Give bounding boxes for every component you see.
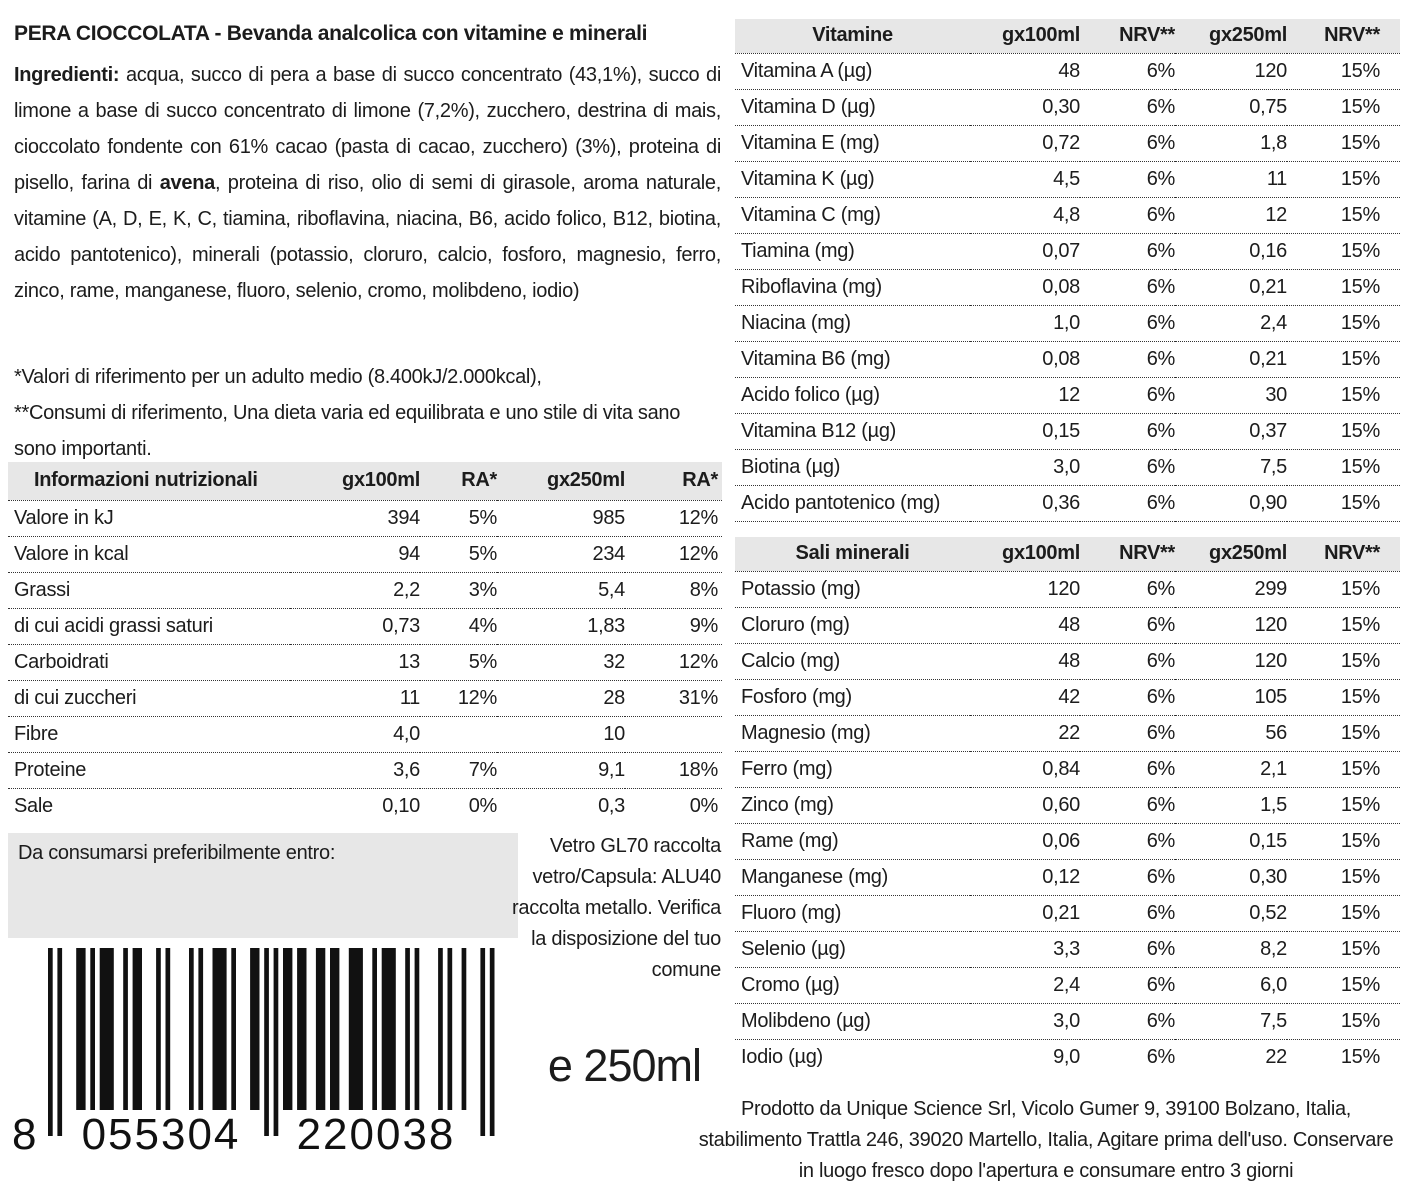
cell-value: 6,0: [1260, 973, 1287, 996]
cell-value: 0,16: [1249, 239, 1287, 262]
cell-value: 0,84: [1042, 757, 1080, 780]
row-label: Grassi: [14, 578, 70, 601]
barcode-digits-right: 220038: [296, 1110, 456, 1159]
cell-value: 15%: [1340, 59, 1380, 82]
cell-value: 6%: [1146, 1045, 1175, 1068]
cell-value: 120: [1254, 649, 1287, 672]
cell-value: 6%: [1146, 649, 1175, 672]
cell-value: 2,4: [1053, 973, 1080, 996]
column-header: gx100ml: [1002, 24, 1080, 47]
cell-value: 6%: [1146, 491, 1175, 514]
cell-value: 3,6: [393, 758, 420, 781]
table-row: [735, 1003, 1400, 1039]
ingredients-paragraph: [14, 57, 721, 309]
cell-value: 0,60: [1042, 793, 1080, 816]
cell-value: 5,4: [598, 578, 625, 601]
cell-value: 120: [1254, 59, 1287, 82]
cell-value: 94: [398, 542, 420, 565]
cell-value: 12%: [678, 506, 718, 529]
table-row: [735, 125, 1400, 161]
table-row: [8, 680, 722, 716]
row-label: Cromo (µg): [741, 973, 840, 996]
table-row: [735, 859, 1400, 895]
reference-note-line: *Valori di riferimento per un adulto medio (8.400kJ/2.000kcal),: [14, 366, 542, 388]
row-label: Vitamina A (µg): [741, 59, 873, 82]
cell-value: 0,30: [1249, 865, 1287, 888]
cell-value: 15%: [1340, 419, 1380, 442]
column-header: NRV**: [1119, 542, 1175, 565]
cell-value: 985: [592, 506, 625, 529]
cell-value: 15%: [1340, 95, 1380, 118]
producer-note: Prodotto da Unique Science Srl, Vicolo Gumer 9, 39100 Bolzano, Italia, stabilimento Trattla 246, 39020 Martello, Italia, Agitare prima dell'uso. Conservare in luogo fresco dopo l'apertura e consumare entro 3 giorni: [698, 1098, 1394, 1182]
cell-value: 4,0: [393, 722, 420, 745]
cell-value: 42: [1058, 685, 1080, 708]
row-label: Iodio (µg): [741, 1045, 823, 1068]
cell-value: 15%: [1340, 383, 1380, 406]
cell-value: 3,0: [1053, 1009, 1080, 1032]
cell-value: 9,0: [1053, 1045, 1080, 1068]
cell-value: 0,30: [1042, 95, 1080, 118]
table-row: [8, 608, 722, 644]
cell-value: 10: [603, 722, 625, 745]
cell-value: 6%: [1146, 455, 1175, 478]
reference-note-line: **Consumi di riferimento, Una dieta varia ed equilibrata e uno stile di vita sano sono importanti.: [14, 402, 681, 460]
column-header: gx250ml: [547, 469, 625, 492]
cell-value: 6%: [1146, 59, 1175, 82]
cell-value: 12%: [678, 650, 718, 673]
cell-value: 0,3: [598, 794, 625, 817]
cell-value: 15%: [1340, 577, 1380, 600]
table-row: [735, 679, 1400, 715]
table-row: [735, 607, 1400, 643]
row-label: di cui acidi grassi saturi: [14, 614, 213, 637]
table-row: [735, 787, 1400, 823]
cell-value: 3,0: [1053, 455, 1080, 478]
cell-value: 12%: [678, 542, 718, 565]
cell-value: 15%: [1340, 721, 1380, 744]
cell-value: 9,1: [598, 758, 625, 781]
cell-value: 6%: [1146, 419, 1175, 442]
cell-value: 6%: [1146, 865, 1175, 888]
cell-value: 6%: [1146, 203, 1175, 226]
row-label: Proteine: [14, 758, 87, 781]
cell-value: 234: [592, 542, 625, 565]
ingredients-text-2: , proteina di riso, olio di semi di girasole, aroma naturale, vitamine (A, D, E, K, C, tiamina, riboflavina, niacina, B6, acido folico, B12, biotina, acido pantotenico), minerali (potassio, cloruro, calcio, fosforo, magnesio, ferro, zinco, rame, manganese, fluoro, selenio, cromo, molibdeno, iodio): [14, 172, 722, 302]
cell-value: 15%: [1340, 613, 1380, 636]
reference-notes: [14, 359, 726, 467]
barcode-digit-first: 8: [12, 1110, 39, 1159]
cell-value: 2,2: [393, 578, 420, 601]
row-label: Fluoro (mg): [741, 901, 842, 924]
cell-value: 0,21: [1249, 347, 1287, 370]
cell-value: 0,37: [1249, 419, 1287, 442]
cell-value: 15%: [1340, 649, 1380, 672]
row-label: Valore in kcal: [14, 542, 129, 565]
net-volume-label: e 250ml: [547, 1040, 701, 1091]
row-label: Acido folico (µg): [741, 383, 880, 406]
row-label: di cui zuccheri: [14, 686, 137, 709]
cell-value: 15%: [1340, 347, 1380, 370]
cell-value: 0,73: [382, 614, 420, 637]
ingredients-bold-word: avena: [159, 172, 215, 194]
cell-value: 0,21: [1042, 901, 1080, 924]
cell-value: 48: [1058, 613, 1080, 636]
row-label: Ferro (mg): [741, 757, 833, 780]
cell-value: 15%: [1340, 275, 1380, 298]
table-row: [735, 89, 1400, 125]
cell-value: 9%: [689, 614, 718, 637]
row-label: Rame (mg): [741, 829, 839, 852]
cell-value: 6%: [1146, 937, 1175, 960]
cell-value: 6%: [1146, 131, 1175, 154]
cell-value: 6%: [1146, 829, 1175, 852]
row-label: Tiamina (mg): [741, 239, 855, 262]
cell-value: 11: [1266, 167, 1287, 190]
cell-value: 15%: [1340, 973, 1380, 996]
cell-value: 2,1: [1260, 757, 1287, 780]
cell-value: 11: [399, 686, 420, 709]
cell-value: 4,8: [1053, 203, 1080, 226]
table-row: [735, 341, 1400, 377]
cell-value: 0,75: [1249, 95, 1287, 118]
cell-value: 7,5: [1260, 455, 1287, 478]
cell-value: 6%: [1146, 383, 1175, 406]
table-header-row: [8, 462, 722, 500]
nutrition-table: [8, 462, 722, 824]
cell-value: 15%: [1340, 311, 1380, 334]
table-row: [735, 751, 1400, 787]
cell-value: 1,8: [1260, 131, 1287, 154]
cell-value: 13: [398, 650, 420, 673]
cell-value: 15%: [1340, 491, 1380, 514]
cell-value: 6%: [1146, 577, 1175, 600]
row-label: Vitamina B12 (µg): [741, 419, 897, 442]
row-label: Zinco (mg): [741, 793, 834, 816]
cell-value: 22: [1058, 721, 1080, 744]
row-label: Molibdeno (µg): [741, 1009, 871, 1032]
cell-value: 15%: [1340, 239, 1380, 262]
table-row: [735, 1039, 1400, 1075]
cell-value: 2,4: [1260, 311, 1287, 334]
table-row: [735, 643, 1400, 679]
cell-value: 6%: [1146, 311, 1175, 334]
cell-value: 0%: [689, 794, 718, 817]
best-before-box: [8, 833, 518, 938]
cell-value: 6%: [1146, 973, 1175, 996]
column-header: gx100ml: [342, 469, 420, 492]
table-row: [735, 715, 1400, 751]
ingredients-label: Ingredienti:: [14, 64, 120, 86]
table-row: [735, 931, 1400, 967]
table-row: [735, 485, 1400, 521]
table-header-row: [735, 19, 1400, 53]
cell-value: 0,21: [1249, 275, 1287, 298]
cell-value: 105: [1254, 685, 1287, 708]
table-title: Informazioni nutrizionali: [34, 469, 258, 492]
cell-value: 15%: [1340, 131, 1380, 154]
cell-value: 5%: [468, 650, 497, 673]
column-header: gx250ml: [1209, 24, 1287, 47]
row-label: Potassio (mg): [741, 577, 861, 600]
table-row: [735, 895, 1400, 931]
cell-value: 48: [1058, 649, 1080, 672]
cell-value: 0,72: [1042, 131, 1080, 154]
table-row: [735, 449, 1400, 485]
column-header: gx250ml: [1209, 542, 1287, 565]
column-header: NRV**: [1324, 24, 1380, 47]
cell-value: 6%: [1146, 613, 1175, 636]
table-title: Sali minerali: [795, 542, 910, 565]
cell-value: 0,08: [1042, 275, 1080, 298]
minerals-table: [735, 537, 1400, 1075]
row-label: Vitamina K (µg): [741, 167, 875, 190]
cell-value: 5%: [468, 506, 497, 529]
ingredients-text-1: acqua, succo di pera a base di succo concentrato (43,1%), succo di limone a base di succo concentrato di limone (7,2%), zucchero, destrina di mais, cioccolato fondente con 61% cacao (pasta di cacao, zucchero) (3%), proteina di pisello, farina di: [14, 64, 721, 194]
cell-value: 6%: [1146, 239, 1175, 262]
cell-value: 15%: [1340, 757, 1380, 780]
table-row: [735, 269, 1400, 305]
cell-value: 0,15: [1042, 419, 1080, 442]
row-label: Riboflavina (mg): [741, 275, 882, 298]
row-label: Acido pantotenico (mg): [741, 491, 941, 514]
table-row: [8, 788, 722, 824]
table-row: [8, 536, 722, 572]
cell-value: [420, 716, 497, 752]
cell-value: 15%: [1340, 685, 1380, 708]
cell-value: 3%: [468, 578, 497, 601]
cell-value: 6%: [1146, 95, 1175, 118]
cell-value: 6%: [1146, 685, 1175, 708]
cell-value: 15%: [1340, 1009, 1380, 1032]
cell-value: 15%: [1340, 1045, 1380, 1068]
cell-value: 394: [387, 506, 420, 529]
row-label: Selenio (µg): [741, 937, 846, 960]
cell-value: 8%: [689, 578, 718, 601]
cell-value: 1,83: [587, 614, 625, 637]
table-row: [735, 967, 1400, 1003]
recycling-note: Vetro GL70 raccolta vetro/Capsula: ALU40 raccolta metallo. Verifica la disposizione del tuo comune: [512, 835, 721, 981]
barcode-digits-left: 055304: [81, 1110, 241, 1159]
table-row: [735, 233, 1400, 269]
cell-value: 0,15: [1249, 829, 1287, 852]
cell-value: 6%: [1146, 721, 1175, 744]
row-label: Carboidrati: [14, 650, 109, 673]
cell-value: 0%: [468, 794, 497, 817]
cell-value: 120: [1254, 613, 1287, 636]
cell-value: 30: [1265, 383, 1287, 406]
cell-value: 6%: [1146, 167, 1175, 190]
cell-value: 0,08: [1042, 347, 1080, 370]
row-label: Magnesio (mg): [741, 721, 871, 744]
cell-value: 0,06: [1042, 829, 1080, 852]
row-label: Manganese (mg): [741, 865, 888, 888]
cell-value: 15%: [1340, 793, 1380, 816]
cell-value: 12: [1058, 383, 1080, 406]
row-label: Calcio (mg): [741, 649, 840, 672]
cell-value: 1,5: [1260, 793, 1287, 816]
row-label: Valore in kJ: [14, 506, 114, 529]
cell-value: 7%: [468, 758, 497, 781]
table-row: [735, 305, 1400, 341]
cell-value: 3,3: [1053, 937, 1080, 960]
cell-value: 7,5: [1260, 1009, 1287, 1032]
row-label: Vitamina D (µg): [741, 95, 876, 118]
cell-value: 0,10: [382, 794, 420, 817]
cell-value: 15%: [1340, 455, 1380, 478]
table-row: [8, 644, 722, 680]
cell-value: 28: [603, 686, 625, 709]
column-header: NRV**: [1119, 24, 1175, 47]
cell-value: 0,90: [1249, 491, 1287, 514]
cell-value: 15%: [1340, 901, 1380, 924]
column-header: RA*: [461, 469, 497, 492]
table-header-row: [735, 537, 1400, 571]
cell-value: 1,0: [1053, 311, 1080, 334]
table-row: [735, 161, 1400, 197]
table-row: [735, 823, 1400, 859]
cell-value: 15%: [1340, 203, 1380, 226]
row-label: Vitamina B6 (mg): [741, 347, 891, 370]
cell-value: [625, 716, 722, 752]
cell-value: 15%: [1340, 937, 1380, 960]
table-row: [8, 500, 722, 536]
row-label: Sale: [14, 794, 53, 817]
row-label: Fibre: [14, 722, 59, 745]
cell-value: 32: [603, 650, 625, 673]
cell-value: 0,12: [1042, 865, 1080, 888]
cell-value: 56: [1265, 721, 1287, 744]
cell-value: 6%: [1146, 757, 1175, 780]
cell-value: 120: [1047, 577, 1080, 600]
row-label: Vitamina E (mg): [741, 131, 880, 154]
table-row: [735, 413, 1400, 449]
table-row: [735, 197, 1400, 233]
vitamins-table: [735, 19, 1400, 522]
cell-value: 6%: [1146, 275, 1175, 298]
product-title: PERA CIOCCOLATA - Bevanda analcolica con vitamine e minerali: [14, 22, 648, 45]
table-row: [735, 571, 1400, 607]
row-label: Cloruro (mg): [741, 613, 850, 636]
row-label: Fosforo (mg): [741, 685, 852, 708]
cell-value: 6%: [1146, 793, 1175, 816]
table-row: [735, 377, 1400, 413]
table-title: Vitamine: [812, 24, 893, 47]
cell-value: 0,07: [1042, 239, 1080, 262]
cell-value: 18%: [678, 758, 718, 781]
best-before-text: Da consumarsi preferibilmente entro:: [18, 842, 336, 864]
cell-value: 0,52: [1249, 901, 1287, 924]
cell-value: 15%: [1340, 167, 1380, 190]
cell-value: 15%: [1340, 829, 1380, 852]
cell-value: 4,5: [1053, 167, 1080, 190]
cell-value: 0,36: [1042, 491, 1080, 514]
cell-value: 5%: [468, 542, 497, 565]
table-row: [8, 716, 722, 752]
cell-value: 6%: [1146, 347, 1175, 370]
cell-value: 6%: [1146, 1009, 1175, 1032]
cell-value: 299: [1254, 577, 1287, 600]
cell-value: 12%: [457, 686, 497, 709]
table-row: [735, 53, 1400, 89]
row-label: Niacina (mg): [741, 311, 851, 334]
cell-value: 4%: [468, 614, 497, 637]
table-row: [8, 572, 722, 608]
column-header: gx100ml: [1002, 542, 1080, 565]
cell-value: 12: [1265, 203, 1287, 226]
cell-value: 31%: [678, 686, 718, 709]
cell-value: 15%: [1340, 865, 1380, 888]
row-label: Vitamina C (mg): [741, 203, 881, 226]
column-header: RA*: [682, 469, 718, 492]
cell-value: 22: [1265, 1045, 1287, 1068]
cell-value: 48: [1058, 59, 1080, 82]
row-label: Biotina (µg): [741, 455, 841, 478]
cell-value: 6%: [1146, 901, 1175, 924]
table-row: [8, 752, 722, 788]
cell-value: 8,2: [1260, 937, 1287, 960]
column-header: NRV**: [1324, 542, 1380, 565]
